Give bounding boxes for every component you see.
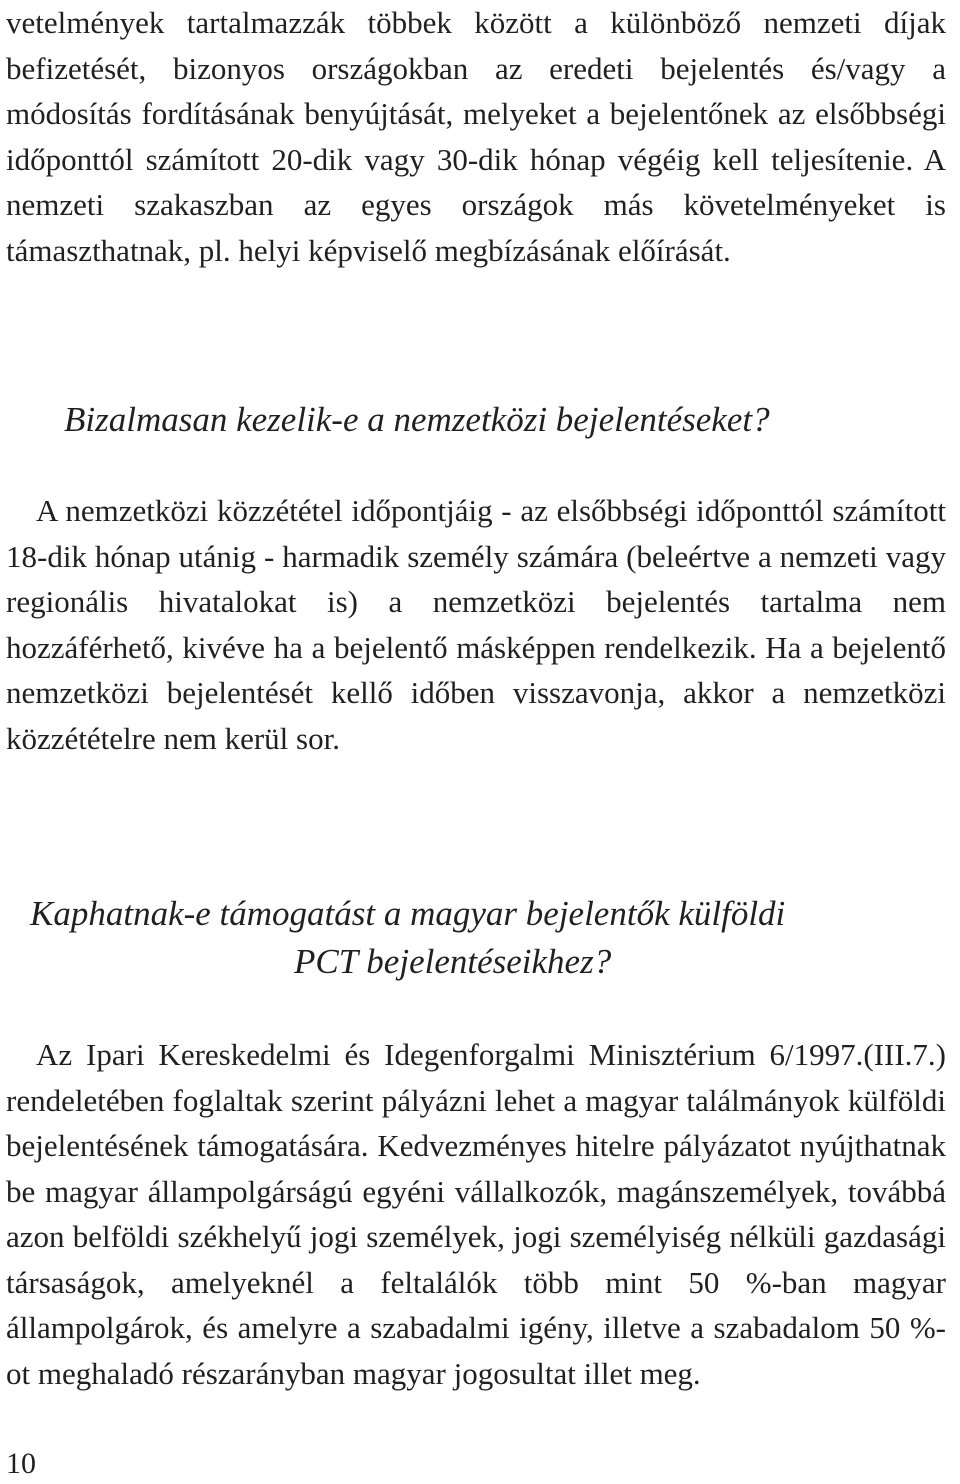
paragraph-national-requirements: vetelmények tartalmazzák többek között a különböző nemzeti díjak befizetését, bizonyos országokban az eredeti bejelentés és/vagy a módosítás fordításának benyújtását, melyeket a bejelentőnek az elsőbbségi időponttól számított 20-dik vagy 30-dik hónap végéig kell teljesítenie. A nemzeti szakaszban az egyes országok más követelményeket is támaszthatnak, pl. helyi képviselő megbízásának előírását. xyxy=(6,5,946,268)
heading-confidentiality: Bizalmasan kezelik-e a nemzetközi bejelentéseket? xyxy=(64,400,770,439)
paragraph-support: Az Ipari Kereskedelmi és Idegenforgalmi Minisztérium 6/1997.(III.7.) rendeletében foglaltak szerint pályázni lehet a magyar találmányok külföldi bejelentésének támogatására. Kedvezményes hitelre pályázatot nyújthatnak be magyar állampolgárságú egyéni vállalkozók, magánszemélyek, továbbá azon belföldi székhelyű jogi személyek, jogi személyiség nélküli gazdasági társaságok, amelyeknél a feltalálók több mint 50 %-ban magyar állampolgárok, és amelyre a szabadalmi igény, illetve a szabadalom 50 %-ot meghaladó részarányban magyar jogosultat illet meg. xyxy=(6,1037,946,1391)
heading-support-line-1: Kaphatnak-e támogatást a magyar bejelentők külföldi xyxy=(30,894,786,933)
paragraph-confidentiality: A nemzetközi közzététel időpontjáig - az elsőbbségi időponttól számított 18-dik hónap utánig - harmadik személy számára (beleértve a nemzeti vagy regionális hivatalokat is) a nemzetközi bejelentés tartalma nem hozzáférhető, kivéve ha a bejelentő másképpen rendelkezik. Ha a bejelentő nemzetközi bejelentését kellő időben visszavonja, akkor a nemzetközi közzétételre nem kerül sor. xyxy=(6,493,946,756)
heading-support-line-2: PCT bejelentéseikhez? xyxy=(294,942,612,981)
page-number: 10 xyxy=(6,1447,36,1480)
